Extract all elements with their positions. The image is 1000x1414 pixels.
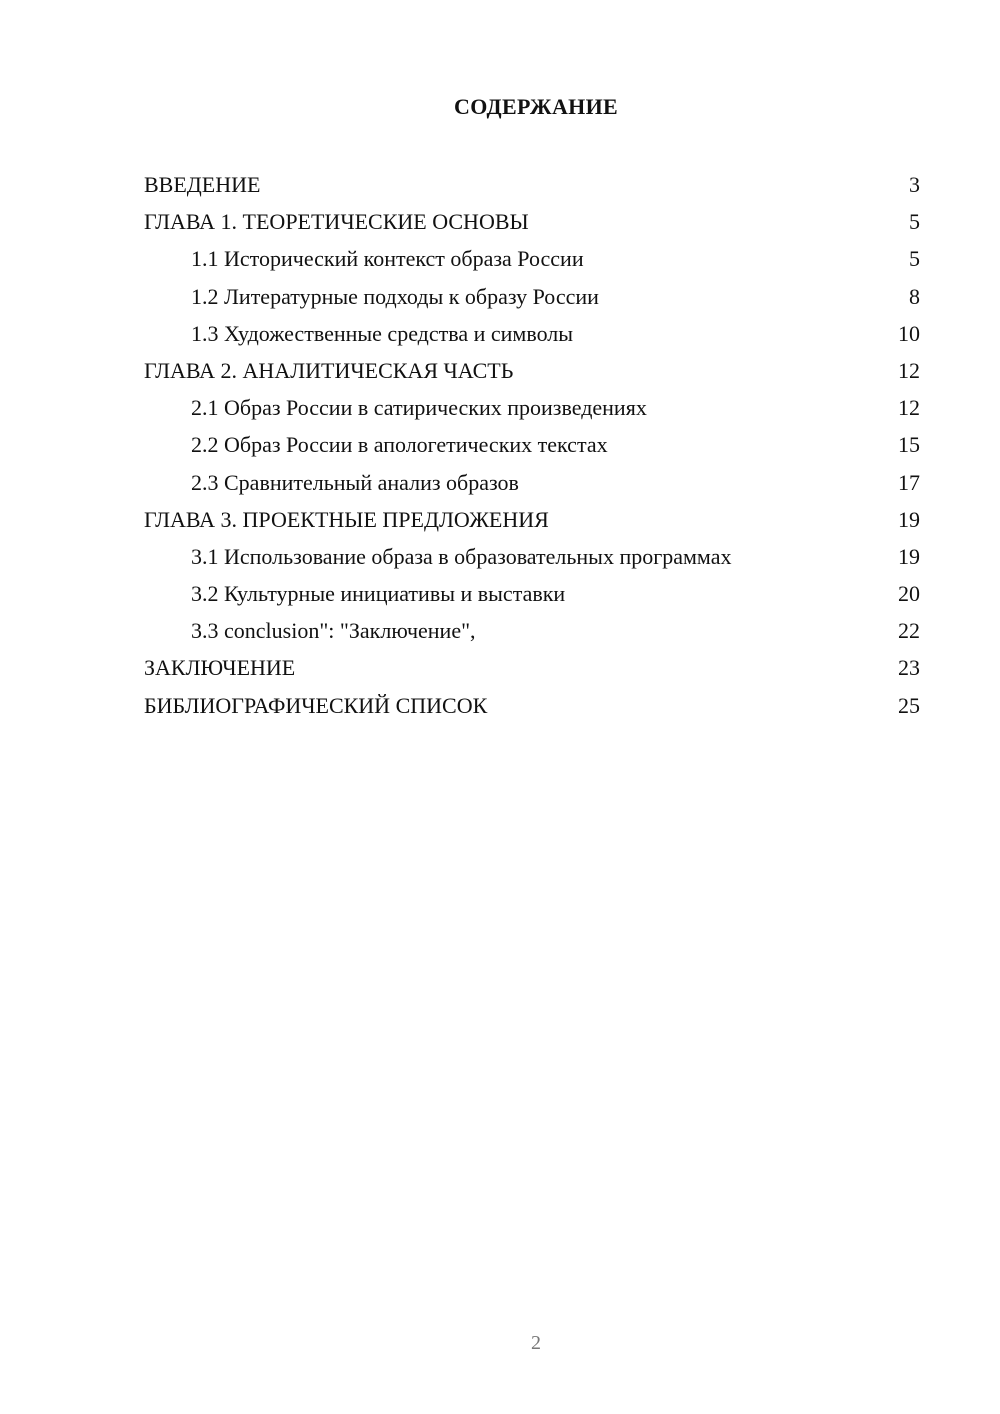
toc-entry-page: 12 [898, 357, 920, 383]
toc-entry-page: 8 [909, 283, 920, 309]
toc-entry-section-3-1 [144, 538, 920, 575]
toc-entry-label: 3.3 conclusion": "Заключение", [191, 618, 476, 644]
toc-entry-label: БИБЛИОГРАФИЧЕСКИЙ СПИСОК [144, 692, 488, 718]
toc-entry-label: 2.3 Сравнительный анализ образов [191, 469, 519, 495]
toc-entry-page: 5 [909, 246, 920, 272]
toc-entry-introduction [144, 166, 920, 203]
toc-entry-bibliography [144, 687, 920, 724]
toc-entry-page: 19 [898, 543, 920, 569]
toc-entry-label: ГЛАВА 1. ТЕОРЕТИЧЕСКИЕ ОСНОВЫ [144, 209, 529, 235]
toc-entry-page: 19 [898, 506, 920, 532]
toc-entry-label: 3.1 Использование образа в образовательных программах [191, 543, 732, 569]
toc-entry-page: 25 [898, 692, 920, 718]
toc-entry-page: 23 [898, 655, 920, 681]
table-of-contents [144, 166, 920, 724]
toc-entry-label: ГЛАВА 3. ПРОЕКТНЫЕ ПРЕДЛОЖЕНИЯ [144, 506, 549, 532]
toc-entry-page: 22 [898, 618, 920, 644]
toc-entry-label: ГЛАВА 2. АНАЛИТИЧЕСКАЯ ЧАСТЬ [144, 357, 514, 383]
toc-entry-page: 10 [898, 320, 920, 346]
toc-entry-section-2-1 [144, 389, 920, 426]
toc-entry-section-1-1 [144, 240, 920, 277]
toc-entry-label: ЗАКЛЮЧЕНИЕ [144, 655, 296, 681]
toc-entry-label: 1.3 Художественные средства и символы [191, 320, 574, 346]
toc-entry-label: 2.1 Образ России в сатирических произведениях [191, 395, 647, 421]
toc-entry-section-2-2 [144, 426, 920, 463]
toc-entry-section-2-3 [144, 464, 920, 501]
toc-entry-page: 12 [898, 395, 920, 421]
toc-entry-section-1-3 [144, 315, 920, 352]
toc-entry-page: 15 [898, 432, 920, 458]
toc-entry-page: 3 [909, 172, 920, 197]
page-title: СОДЕРЖАНИЕ [454, 94, 618, 119]
toc-entry-section-1-2 [144, 278, 920, 315]
toc-entry-label: 3.2 Культурные инициативы и выставки [191, 581, 566, 607]
toc-entry-section-3-2 [144, 575, 920, 612]
toc-entry-section-3-3 [144, 612, 920, 649]
toc-entry-label: 2.2 Образ России в апологетических текстах [191, 432, 608, 458]
toc-entry-page: 20 [898, 581, 920, 607]
toc-entry-page: 5 [909, 209, 920, 235]
toc-entry-label: 1.1 Исторический контекст образа России [191, 246, 584, 272]
toc-entry-conclusion [144, 649, 920, 686]
toc-entry-label: 1.2 Литературные подходы к образу России [191, 283, 599, 309]
toc-entry-chapter-3 [144, 501, 920, 538]
toc-entry-page: 17 [898, 469, 920, 495]
toc-entry-chapter-2 [144, 352, 920, 389]
toc-entry-chapter-1 [144, 203, 920, 240]
page-number: 2 [531, 1332, 541, 1354]
toc-entry-label: ВВЕДЕНИЕ [144, 172, 261, 197]
